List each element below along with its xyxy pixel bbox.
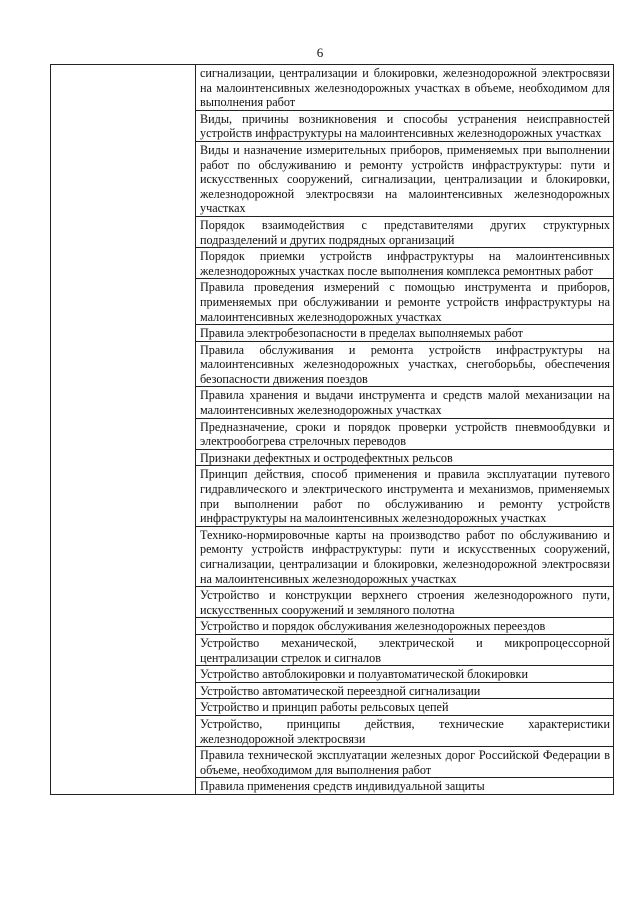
left-column-cell: [51, 65, 196, 795]
knowledge-item: Устройство и принцип работы рельсовых цепей: [196, 699, 614, 716]
knowledge-item: Виды, причины возникновения и способы устранения неисправностей устройств инфраструктуры на малоинтенсивных железнодорожных участках: [196, 110, 614, 141]
knowledge-item: Устройство механической, электрической и микропроцессорной централизации стрелок и сигналов: [196, 634, 614, 665]
knowledge-item: Устройство и конструкции верхнего строения железнодорожного пути, искусственных сооружений и земляного полотна: [196, 587, 614, 618]
knowledge-item: Порядок взаимодействия с представителями других структурных подразделений и других подрядных организаций: [196, 216, 614, 247]
knowledge-item: сигнализации, централизации и блокировки, железнодорожной электросвязи на малоинтенсивных железнодорожных участках в объеме, необходимом для выполнения работ: [196, 65, 614, 111]
knowledge-item: Правила применения средств индивидуальной защиты: [196, 778, 614, 795]
knowledge-item: Принцип действия, способ применения и правила эксплуатации путевого гидравлического и электрического инструмента и механизмов, применяемых при выполнении работ по обслуживанию и ремонту устройств инфраструктуры на малоинтенсивных железнодорожных участках: [196, 466, 614, 526]
requirements-table: [50, 64, 614, 795]
knowledge-item: Признаки дефектных и остродефектных рельсов: [196, 449, 614, 466]
table-row: [51, 65, 614, 111]
knowledge-item: Правила технической эксплуатации железных дорог Российской Федерации в объеме, необходимом для выполнения работ: [196, 747, 614, 778]
knowledge-item: Порядок приемки устройств инфраструктуры на малоинтенсивных железнодорожных участках после выполнения комплекса ремонтных работ: [196, 248, 614, 279]
knowledge-item: Устройство автоматической переездной сигнализации: [196, 682, 614, 699]
knowledge-item: Предназначение, сроки и порядок проверки устройств пневмообдувки и электрообогрева стрелочных переводов: [196, 418, 614, 449]
knowledge-item: Устройство автоблокировки и полуавтоматической блокировки: [196, 666, 614, 683]
knowledge-item: Устройство и порядок обслуживания железнодорожных переездов: [196, 618, 614, 635]
knowledge-item: Правила хранения и выдачи инструмента и средств малой механизации на малоинтенсивных железнодорожных участках: [196, 387, 614, 418]
knowledge-item: Правила электробезопасности в пределах выполняемых работ: [196, 325, 614, 342]
knowledge-item: Правила обслуживания и ремонта устройств инфраструктуры на малоинтенсивных железнодорожных участках, снегоборьбы, обеспечения безопасности движения поездов: [196, 341, 614, 387]
page-number: 6: [316, 45, 324, 60]
knowledge-item: Правила проведения измерений с помощью инструмента и приборов, применяемых при обслуживании и ремонте устройств инфраструктуры на малоинтенсивных железнодорожных участках: [196, 279, 614, 325]
knowledge-item: Устройство, принципы действия, технические характеристики железнодорожной электросвязи: [196, 715, 614, 746]
knowledge-item: Технико-нормировочные карты на производство работ по обслуживанию и ремонту устройств инфраструктуры: пути и искусственных сооружений, сигнализации, централизации и блокировки, железнодорожной электросвязи на малоинтенсивных железнодорожных участках: [196, 526, 614, 586]
knowledge-item: Виды и назначение измерительных приборов, применяемых при выполнении работ по обслуживанию и ремонту устройств инфраструктуры: пути и искусственных сооружений, сигнализации, централизации и блокировки, железнодорожной электросвязи на малоинтенсивных железнодорожных участках: [196, 141, 614, 216]
